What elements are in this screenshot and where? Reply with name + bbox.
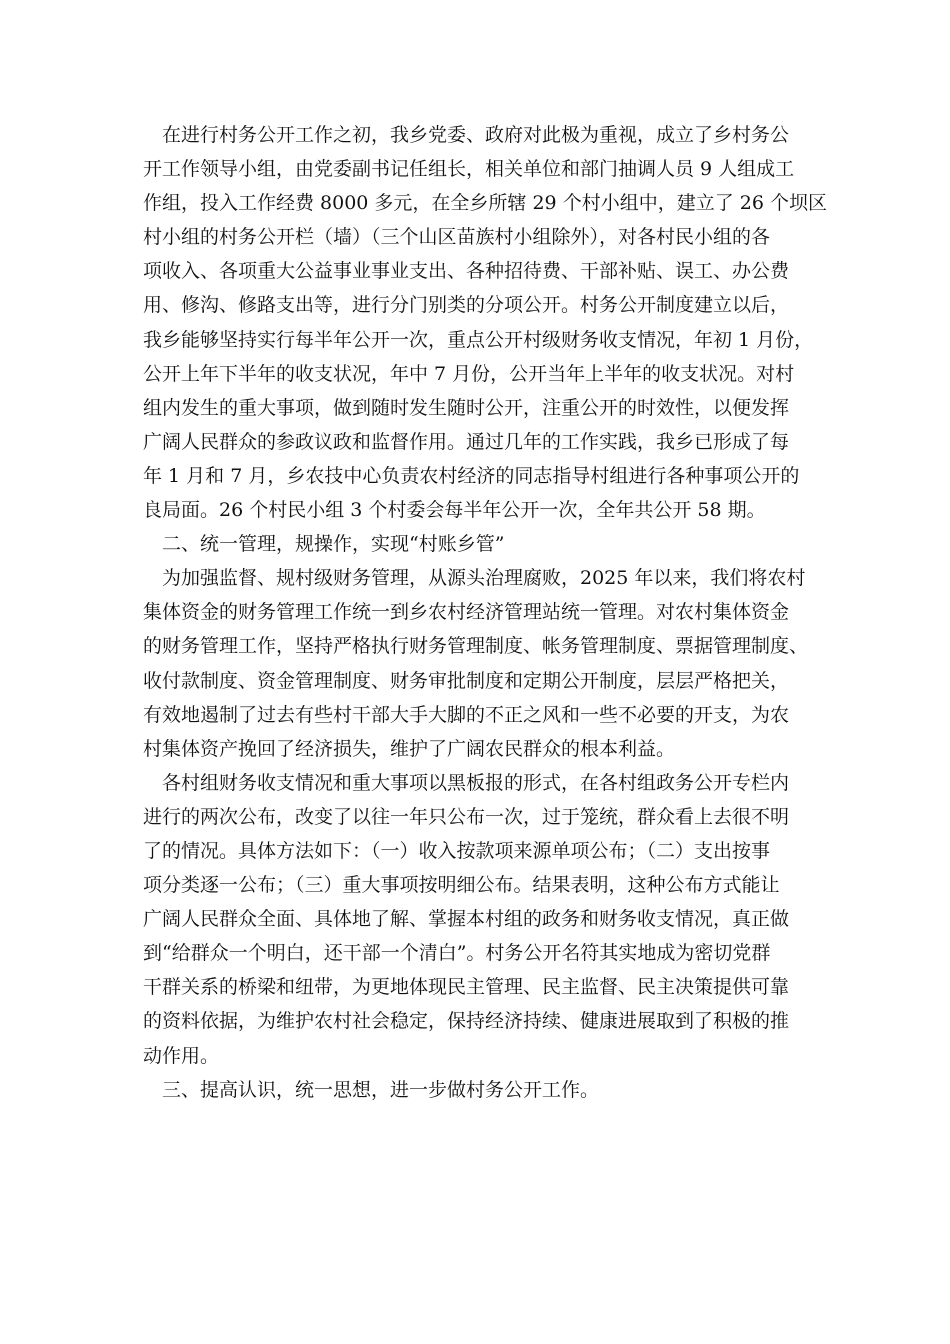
text-line: 项分类逐一公布；（三）重大事项按明细公布。结果表明，这种公布方式能让 bbox=[143, 874, 780, 897]
text-line: 广阔人民群众全面、具体地了解、掌握本村组的政务和财务收支情况，真正做 bbox=[143, 908, 790, 931]
paragraph-village-affairs-intro bbox=[143, 118, 827, 527]
section-heading-three bbox=[143, 1073, 813, 1107]
text-line: 进行的两次公布，改变了以往一年只公布一次，过于笼统，群众看上去很不明 bbox=[143, 805, 790, 828]
text-line: 项收入、各项重大公益事业事业支出、各种招待费、干部补贴、误工、办公费 bbox=[143, 260, 790, 283]
text-line: 的资料依据，为维护农村社会稳定，保持经济持续、健康进展取到了积极的推 bbox=[143, 1010, 790, 1033]
text-line: 用、修沟、修路支出等，进行分门别类的分项公开。村务公开制度建立以后， bbox=[143, 294, 790, 317]
paragraph-finance-management bbox=[143, 561, 813, 766]
text-line: 公开上年下半年的收支状况，年中 7 月份，公开当年上半年的收支状况。对村 bbox=[143, 362, 795, 385]
text-line: 开工作领导小组，由党委副书记任组长，相关单位和部门抽调人员 9 人组成工 bbox=[143, 158, 795, 181]
text-line: 了的情况。具体方法如下：（一）收入按款项来源单项公布；（二）支出按事 bbox=[143, 839, 771, 862]
text-line: 为加强监督、规村级财务管理，从源头治理腐败，2025 年以来，我们将农村 bbox=[143, 567, 806, 590]
text-line: 村集体资产挽回了经济损失，维护了广阔农民群众的根本利益。 bbox=[143, 737, 676, 760]
text-line: 良局面。26 个村民小组 3 个村委会每半年公开一次，全年共公开 58 期。 bbox=[143, 499, 766, 522]
text-line: 有效地遏制了过去有些村干部大手大脚的不正之风和一些不必要的开支，为农 bbox=[143, 703, 790, 726]
text-line: 年 1 月和 7 月，乡农技中心负责农村经济的同志指导村组进行各种事项公开的 bbox=[143, 464, 800, 487]
document-body bbox=[143, 118, 827, 1107]
text-line: 村小组的村务公开栏（墙）（三个山区苗族村小组除外），对各村民小组的各 bbox=[143, 226, 771, 249]
text-line: 作组，投入工作经费 8000 多元，在全乡所辖 29 个村小组中，建立了 26 个坝区 bbox=[143, 192, 827, 215]
text-line: 各村组财务收支情况和重大事项以黑板报的形式，在各村组政务公开专栏内 bbox=[143, 771, 790, 794]
text-line: 我乡能够坚持实行每半年公开一次，重点公开村级财务收支情况，年初 1 月份， bbox=[143, 328, 814, 351]
text-line: 集体资金的财务管理工作统一到乡农村经济管理站统一管理。对农村集体资金 bbox=[143, 601, 790, 624]
section-heading-two bbox=[143, 527, 813, 561]
text-line: 收付款制度、资金管理制度、财务审批制度和定期公开制度，层层严格把关， bbox=[143, 669, 790, 692]
paragraph-publication-method bbox=[143, 766, 813, 1073]
section-heading: 二、统一管理，规操作，实现“村账乡管” bbox=[143, 533, 505, 556]
text-line: 广阔人民群众的参政议政和监督作用。通过几年的工作实践，我乡已形成了每 bbox=[143, 430, 790, 453]
text-line: 的财务管理工作，坚持严格执行财务管理制度、帐务管理制度、票据管理制度、 bbox=[143, 635, 809, 658]
text-line: 动作用。 bbox=[143, 1044, 220, 1067]
text-line: 在进行村务公开工作之初，我乡党委、政府对此极为重视，成立了乡村务公 bbox=[143, 124, 790, 146]
text-line: 到“给群众一个明白，还干部一个清白”。村务公开名符其实地成为密切党群 bbox=[143, 942, 771, 965]
text-line: 组内发生的重大事项，做到随时发生随时公开，注重公开的时效性，以便发挥 bbox=[143, 396, 790, 419]
text-line: 干群关系的桥梁和纽带，为更地体现民主管理、民主监督、民主决策提供可靠 bbox=[143, 976, 790, 999]
section-heading: 三、提高认识，统一思想，进一步做村务公开工作。 bbox=[143, 1078, 600, 1101]
